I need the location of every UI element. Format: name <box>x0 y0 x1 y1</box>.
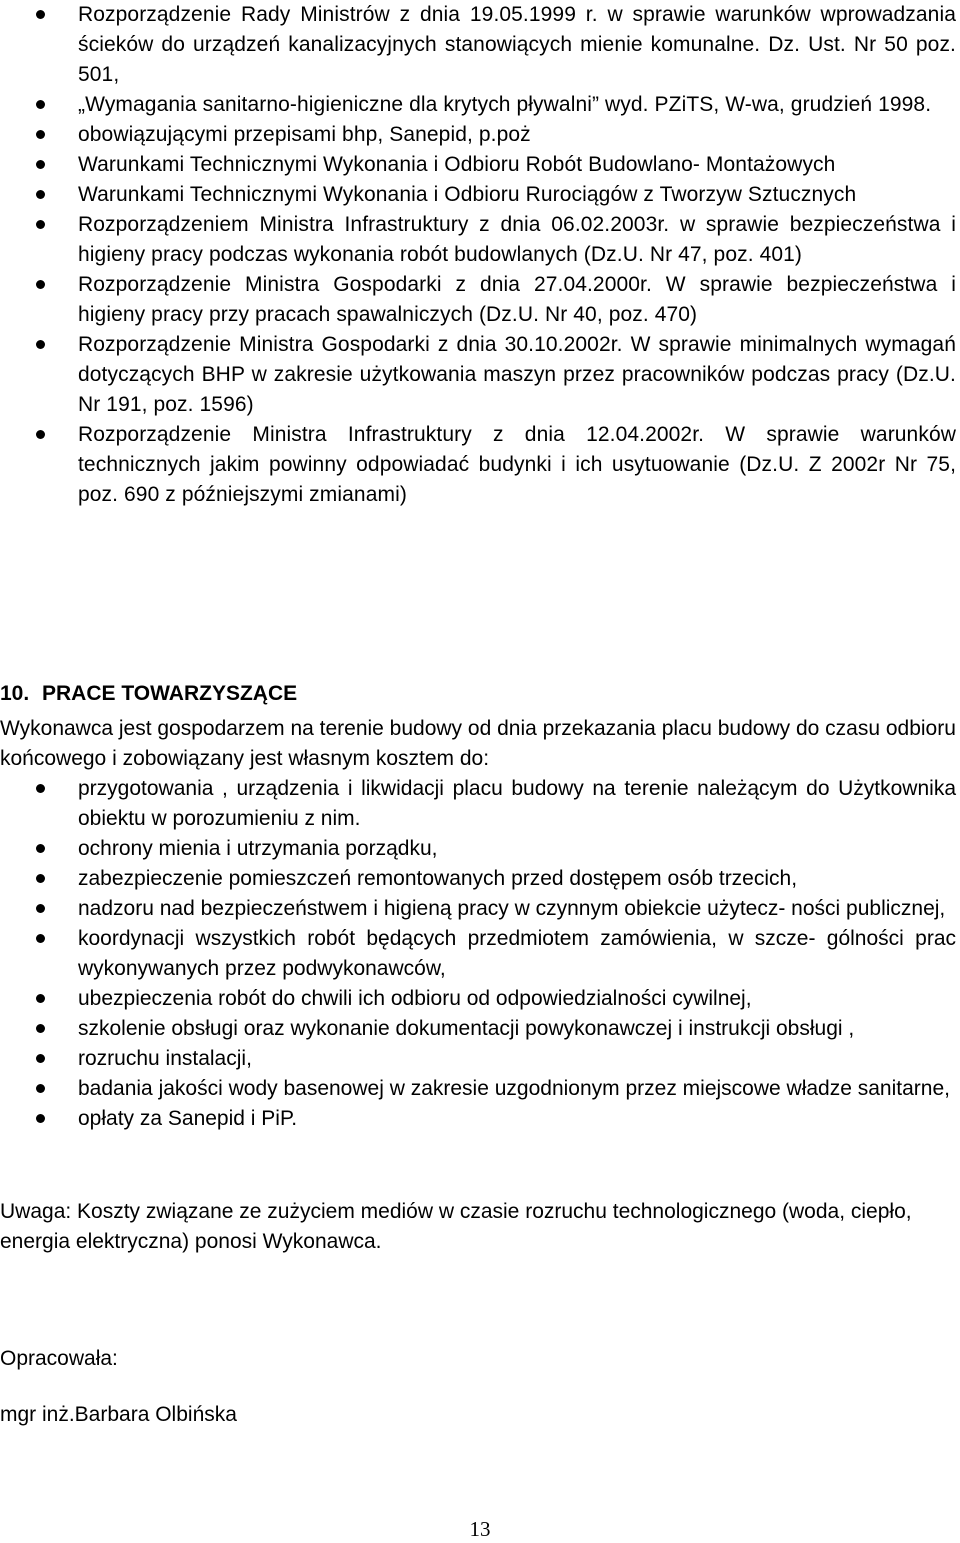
list-item-text: Warunkami Technicznymi Wykonania i Odbioru Rurociągów z Tworzyw Sztucznych <box>78 183 857 206</box>
bullet-icon <box>36 220 45 229</box>
section-intro: Wykonawca jest gospodarzem na terenie budowy od dnia przekazania placu budowy do czasu odbioru końcowego i zobowiązany jest własnym kosztem do: <box>0 717 956 770</box>
bullet-icon <box>36 160 45 169</box>
bullet-icon <box>36 934 45 943</box>
list-item <box>0 984 960 1014</box>
list-item-text: koordynacji wszystkich robót będących przedmiotem zamówienia, w szcze- gólności prac wykonywanych przez podwykonawców, <box>78 927 956 980</box>
bullet-icon <box>36 1114 45 1123</box>
list-item-text: przygotowania , urządzenia i likwidacji placu budowy na terenie należącym do Użytkownika obiektu w porozumieniu z nim. <box>78 777 956 830</box>
bullet-icon <box>36 844 45 853</box>
bullet-icon <box>36 10 45 19</box>
list-item <box>0 420 960 510</box>
list-item-text: Rozporządzenie Ministra Gospodarki z dnia 27.04.2000r. W sprawie bezpieczeństwa i higieny pracy przy pracach spawalniczych (Dz.U. Nr 40, poz. 470) <box>78 273 956 326</box>
list-item-text: obowiązującymi przepisami bhp, Sanepid, p.poż <box>78 123 531 146</box>
bullet-icon <box>36 1084 45 1093</box>
prepared-by-label: Opracowała: <box>0 1347 118 1370</box>
list-item <box>0 1074 960 1104</box>
bullet-icon <box>36 874 45 883</box>
section-title: PRACE TOWARZYSZĄCE <box>42 682 298 705</box>
list-item-text: nadzoru nad bezpieczeństwem i higieną pracy w czynnym obiekcie użytecz- ności publicznej, <box>78 897 946 920</box>
bullet-icon <box>36 904 45 913</box>
list-item <box>0 270 960 330</box>
list-item-text: rozruchu instalacji, <box>78 1047 252 1070</box>
list-item-text: Warunkami Technicznymi Wykonania i Odbioru Robót Budowlano- Montażowych <box>78 153 836 176</box>
list-item <box>0 0 960 90</box>
section-number: 10. <box>0 682 30 705</box>
list-item <box>0 330 960 420</box>
bullet-icon <box>36 1054 45 1063</box>
list-item-text: szkolenie obsługi oraz wykonanie dokumentacji powykonawczej i instrukcji obsługi , <box>78 1017 855 1040</box>
list-item-text: Rozporządzenie Ministra Infrastruktury z dnia 12.04.2002r. W sprawie warunków technicznych jakim powinny odpowiadać budynki i ich usytuowanie (Dz.U. Z 2002r Nr 75, poz. 690 z późniejszymi zmianami) <box>78 423 956 506</box>
page-number: 13 <box>469 1517 491 1541</box>
bullet-icon <box>36 340 45 349</box>
list-item <box>0 864 960 894</box>
list-item-text: badania jakości wody basenowej w zakresie uzgodnionym przez miejscowe władze sanitarne, <box>78 1077 950 1100</box>
regulations-list <box>0 0 960 510</box>
list-item-text: zabezpieczenie pomieszczeń remontowanych przed dostępem osób trzecich, <box>78 867 798 890</box>
list-item-text: ubezpieczenia robót do chwili ich odbioru od odpowiedzialności cywilnej, <box>78 987 752 1010</box>
list-item-text: „Wymagania sanitarno-higieniczne dla krytych pływalni” wyd. PZiTS, W-wa, grudzień 1998. <box>78 93 932 116</box>
list-item <box>0 210 960 270</box>
section-heading <box>0 679 297 709</box>
list-item <box>0 774 960 834</box>
bullet-icon <box>36 130 45 139</box>
author-name: mgr inż.Barbara Olbińska <box>0 1403 237 1426</box>
list-item-text: opłaty za Sanepid i PiP. <box>78 1107 298 1130</box>
list-item <box>0 1104 960 1134</box>
list-item <box>0 1014 960 1044</box>
list-item <box>0 120 960 150</box>
cost-note: Uwaga: Koszty związane ze zużyciem mediów w czasie rozruchu technologicznego (woda, ciepło, energia elektryczna) ponosi Wykonawca. <box>0 1200 912 1253</box>
list-item-text: Rozporządzeniem Ministra Infrastruktury z dnia 06.02.2003r. w sprawie bezpieczeństwa i higieny pracy podczas wykonania robót budowlanych (Dz.U. Nr 47, poz. 401) <box>78 213 956 266</box>
list-item <box>0 894 960 924</box>
list-item-text: Rozporządzenie Ministra Gospodarki z dnia 30.10.2002r. W sprawie minimalnych wymagań dotyczących BHP w zakresie użytkowania maszyn przez pracowników podczas pracy (Dz.U. Nr 191, poz. 1596) <box>78 333 956 416</box>
list-item-text: ochrony mienia i utrzymania porządku, <box>78 837 438 860</box>
bullet-icon <box>36 190 45 199</box>
list-item-text: Rozporządzenie Rady Ministrów z dnia 19.05.1999 r. w sprawie warunków wprowadzania ścieków do urządzeń kanalizacyjnych stanowiących mienie komunalne. Dz. Ust. Nr 50 poz. 501, <box>78 3 956 86</box>
bullet-icon <box>36 1024 45 1033</box>
bullet-icon <box>36 994 45 1003</box>
bullet-icon <box>36 100 45 109</box>
list-item <box>0 90 960 120</box>
list-item <box>0 924 960 984</box>
bullet-icon <box>36 280 45 289</box>
list-item <box>0 1044 960 1074</box>
list-item <box>0 834 960 864</box>
duties-list <box>0 774 960 1134</box>
bullet-icon <box>36 430 45 439</box>
bullet-icon <box>36 784 45 793</box>
list-item <box>0 180 960 210</box>
list-item <box>0 150 960 180</box>
